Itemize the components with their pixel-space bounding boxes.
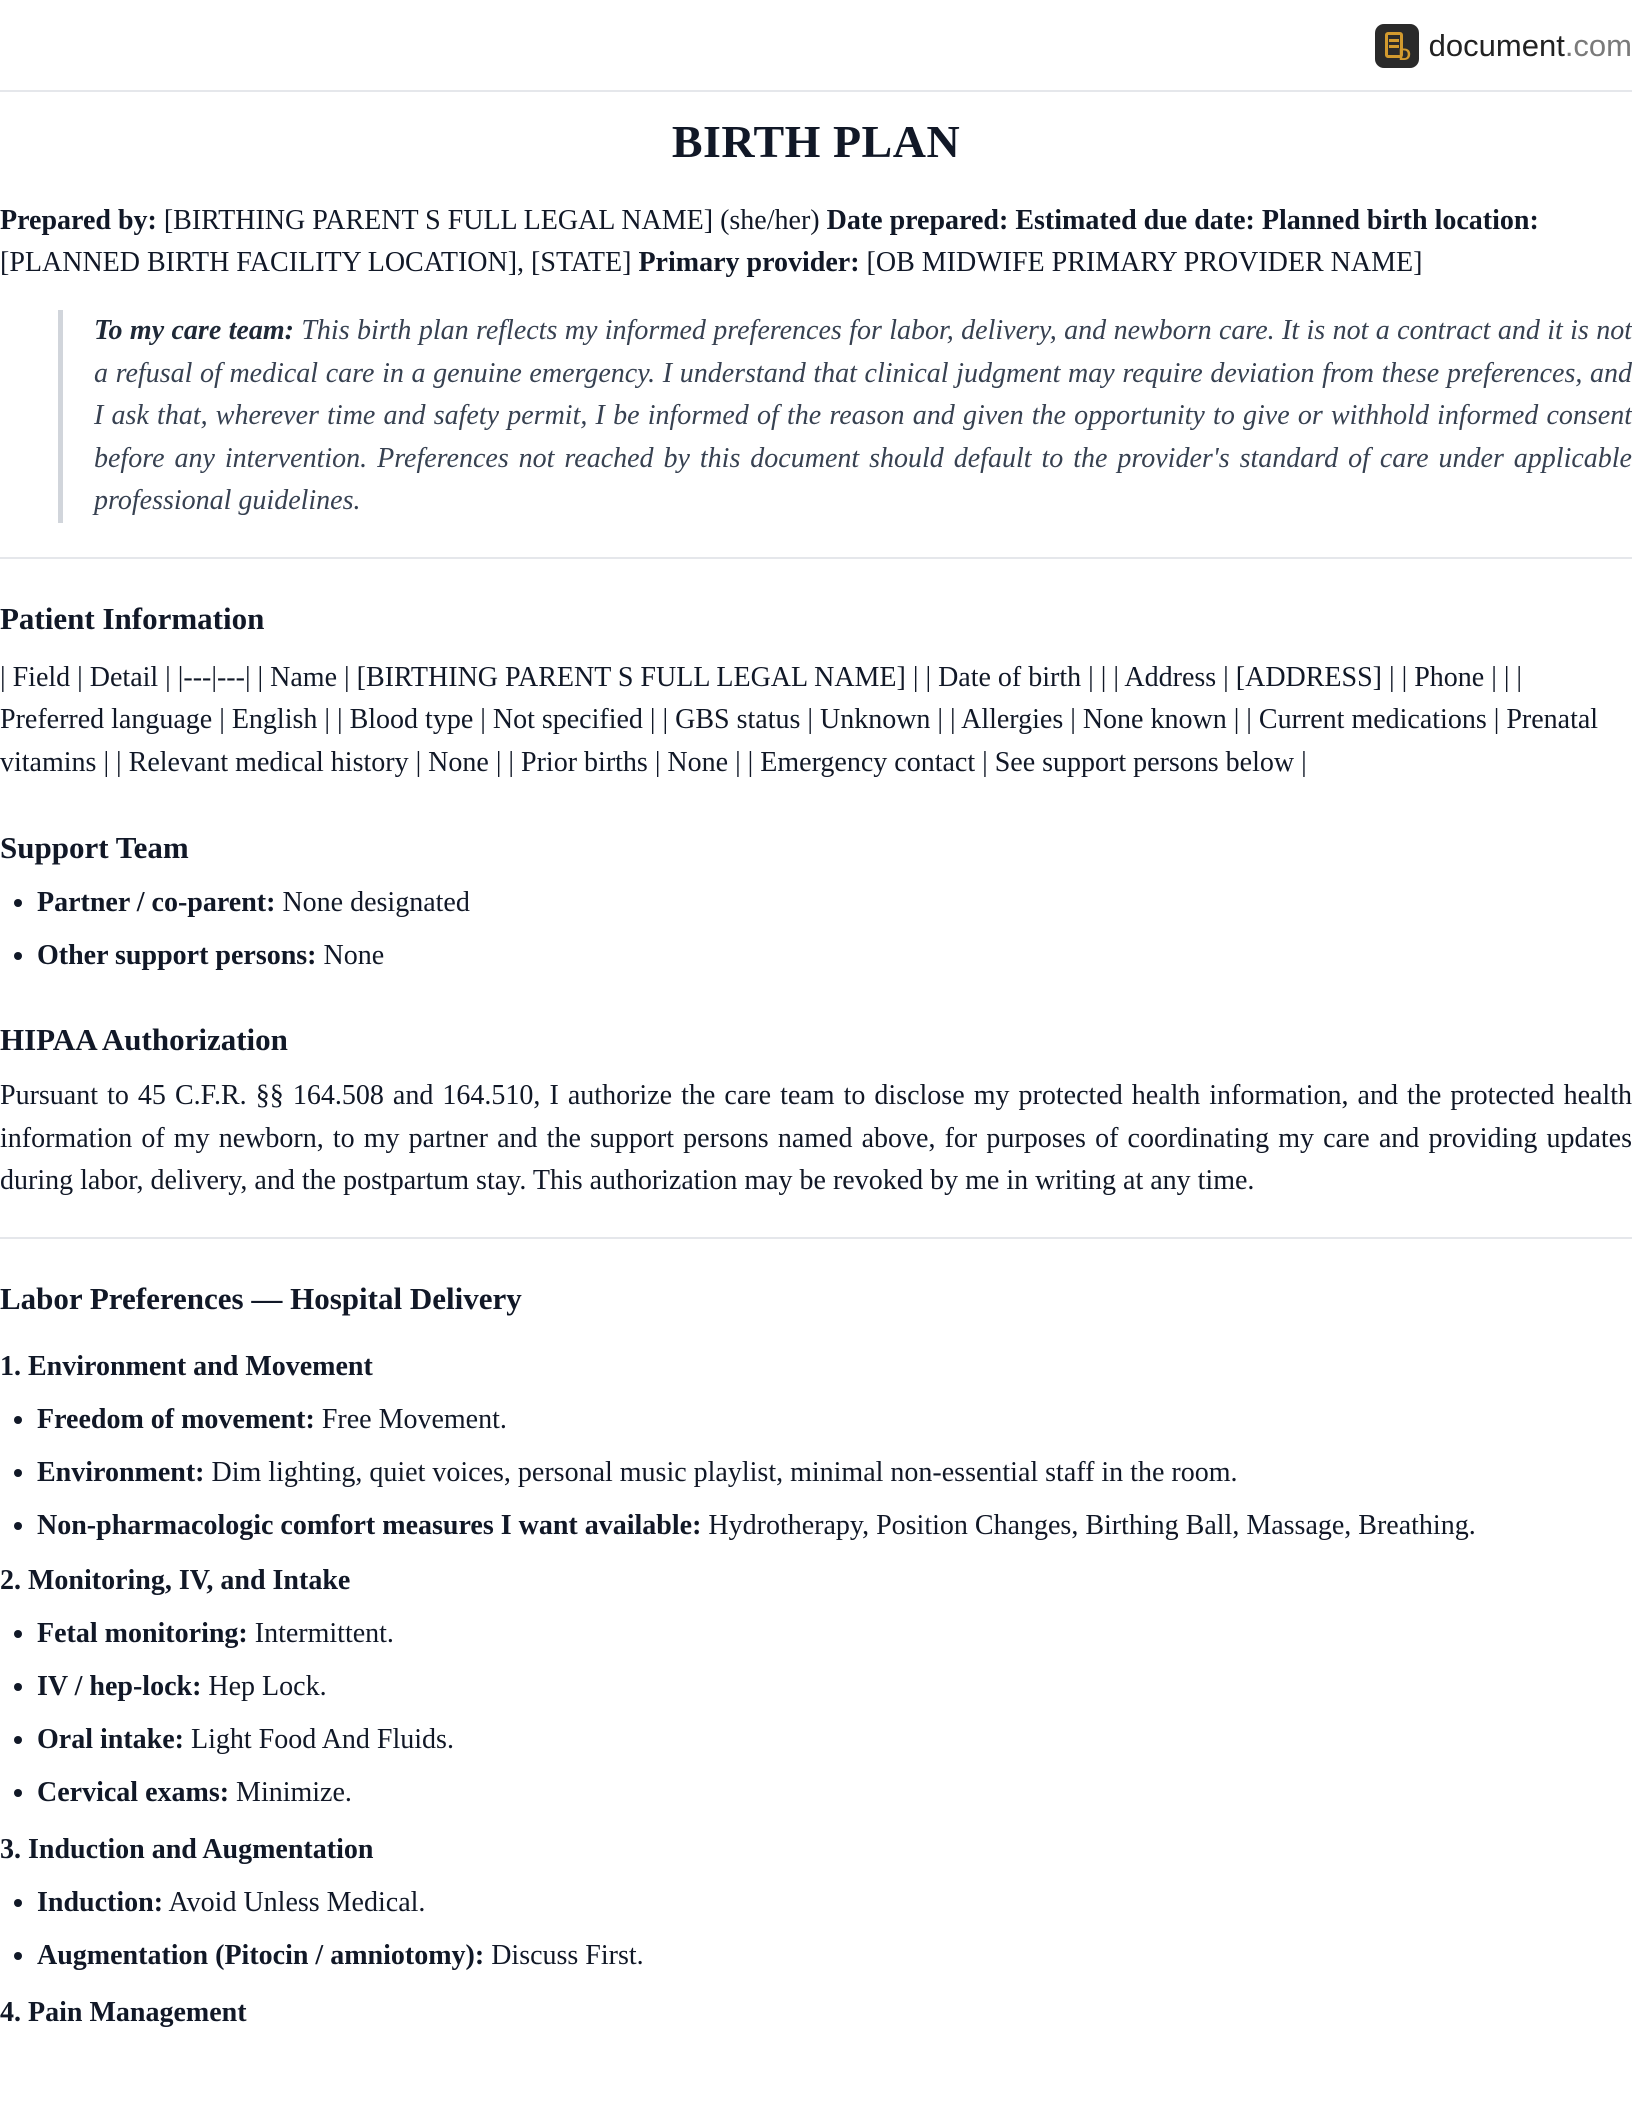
item-value: Avoid Unless Medical. xyxy=(168,1886,426,1918)
document-logo-icon: D xyxy=(1375,24,1419,68)
prepared-by-label: Prepared by: xyxy=(0,205,157,236)
pain-management-section-title: 4. Pain Management xyxy=(0,1996,247,2028)
patient-info-table-text: | Field | Detail | |---|---| | Name | [BIRTHING PARENT S FULL LEGAL NAME] | | Date of birth | | | Address | [ADDRESS] | | Phone | | | Preferred language | English | | Blood type | Not specified | | GBS status | Unknown | | Allergies | None known | | Current medications | Prenatal vitamins | | Relevant medical history | None | | Prior births | None | | Emergency contact | See support persons below | xyxy=(0,661,1599,778)
item-label: Augmentation (Pitocin / amniotomy): xyxy=(37,1939,485,1971)
section-divider xyxy=(0,557,1632,559)
environment-section-title: 1. Environment and Movement xyxy=(0,1350,373,1382)
list-item xyxy=(37,1883,1632,1923)
care-team-label: To my care team: xyxy=(94,315,294,346)
list-item xyxy=(37,1667,1632,1707)
item-value: None designated xyxy=(282,887,470,918)
care-team-text: This birth plan reflects my informed preferences for labor, delivery, and newborn care. It is not a contract and it is not a refusal of medical care in a genuine emergency. I understand that clinical judgment may require deviation from these preferences, and I ask that, wherever time and safety permit, I be informed of the reason and given the opportunity to give or withhold informed consent before any intervention. Preferences not reached by this document should default to the provider's standard of care under applicable professional guidelines. xyxy=(94,315,1632,516)
monitoring-section-title: 2. Monitoring, IV, and Intake xyxy=(0,1564,351,1596)
item-label: Induction: xyxy=(37,1886,164,1918)
support-team-heading: Support Team xyxy=(0,830,189,865)
document-meta xyxy=(0,200,1632,284)
item-label: Non-pharmacologic comfort measures I want available: xyxy=(37,1509,702,1541)
item-label: Other support persons: xyxy=(37,940,317,971)
brand-logo[interactable] xyxy=(1375,25,1632,67)
list-item xyxy=(37,1720,1632,1760)
item-label: Freedom of movement: xyxy=(37,1403,315,1435)
birth-location-value: [PLANNED BIRTH FACILITY LOCATION], [STATE] xyxy=(0,247,632,278)
item-value: Minimize. xyxy=(236,1776,352,1808)
item-value: Hydrotherapy, Position Changes, Birthing Ball, Massage, Breathing. xyxy=(708,1509,1476,1541)
primary-provider-label: Primary provider: xyxy=(638,247,860,278)
induction-section-title: 3. Induction and Augmentation xyxy=(0,1833,374,1865)
item-label: Oral intake: xyxy=(37,1723,184,1755)
prepared-by-value: [BIRTHING PARENT S FULL LEGAL NAME] (she/her) xyxy=(163,205,820,236)
list-item xyxy=(37,883,1632,923)
induction-list xyxy=(0,1883,1632,1976)
brand-name xyxy=(1429,25,1632,67)
item-value: Free Movement. xyxy=(321,1403,507,1435)
item-label: Environment: xyxy=(37,1456,205,1488)
care-team-note xyxy=(58,310,1632,523)
item-label: Fetal monitoring: xyxy=(37,1617,248,1649)
birth-location-label: Planned birth location: xyxy=(1261,205,1539,236)
page-title: BIRTH PLAN xyxy=(671,116,961,167)
item-value: Discuss First. xyxy=(491,1939,644,1971)
environment-list xyxy=(0,1400,1632,1546)
monitoring-list xyxy=(0,1614,1632,1813)
item-label: Cervical exams: xyxy=(37,1776,230,1808)
hipaa-heading: HIPAA Authorization xyxy=(0,1022,288,1057)
list-item xyxy=(37,1506,1632,1546)
primary-provider-value: [OB MIDWIFE PRIMARY PROVIDER NAME] xyxy=(866,247,1423,278)
list-item xyxy=(37,936,1632,976)
due-date-label: Estimated due date: xyxy=(1015,205,1255,236)
item-value: Light Food And Fluids. xyxy=(191,1723,454,1755)
section-divider xyxy=(0,1237,1632,1239)
item-label: Partner / co-parent: xyxy=(37,887,276,918)
item-label: IV / hep-lock: xyxy=(37,1670,202,1702)
item-value: Dim lighting, quiet voices, personal music playlist, minimal non-essential staff in the room. xyxy=(211,1456,1238,1488)
item-value: None xyxy=(323,940,385,971)
top-bar xyxy=(0,0,1632,92)
hipaa-text: Pursuant to 45 C.F.R. §§ 164.508 and 164.510, I authorize the care team to disclose my protected health information, and the protected health information of my newborn, to my partner and the support persons named above, for purposes of coordinating my care and providing updates during labor, delivery, and the postpartum stay. This authorization may be revoked by me in writing at any time. xyxy=(0,1080,1632,1196)
date-prepared-label: Date prepared: xyxy=(826,205,1009,236)
brand-suffix: .com xyxy=(1564,28,1632,63)
list-item xyxy=(37,1936,1632,1976)
list-item xyxy=(37,1400,1632,1440)
support-team-list xyxy=(0,883,1632,976)
item-value: Hep Lock. xyxy=(208,1670,327,1702)
list-item xyxy=(37,1614,1632,1654)
item-value: Intermittent. xyxy=(254,1617,394,1649)
document-body xyxy=(0,92,1632,2033)
patient-info-heading: Patient Information xyxy=(0,600,265,636)
brand-main: document xyxy=(1428,28,1565,63)
labor-preferences-heading: Labor Preferences — Hospital Delivery xyxy=(0,1280,522,1316)
list-item xyxy=(37,1453,1632,1493)
list-item xyxy=(37,1773,1632,1813)
